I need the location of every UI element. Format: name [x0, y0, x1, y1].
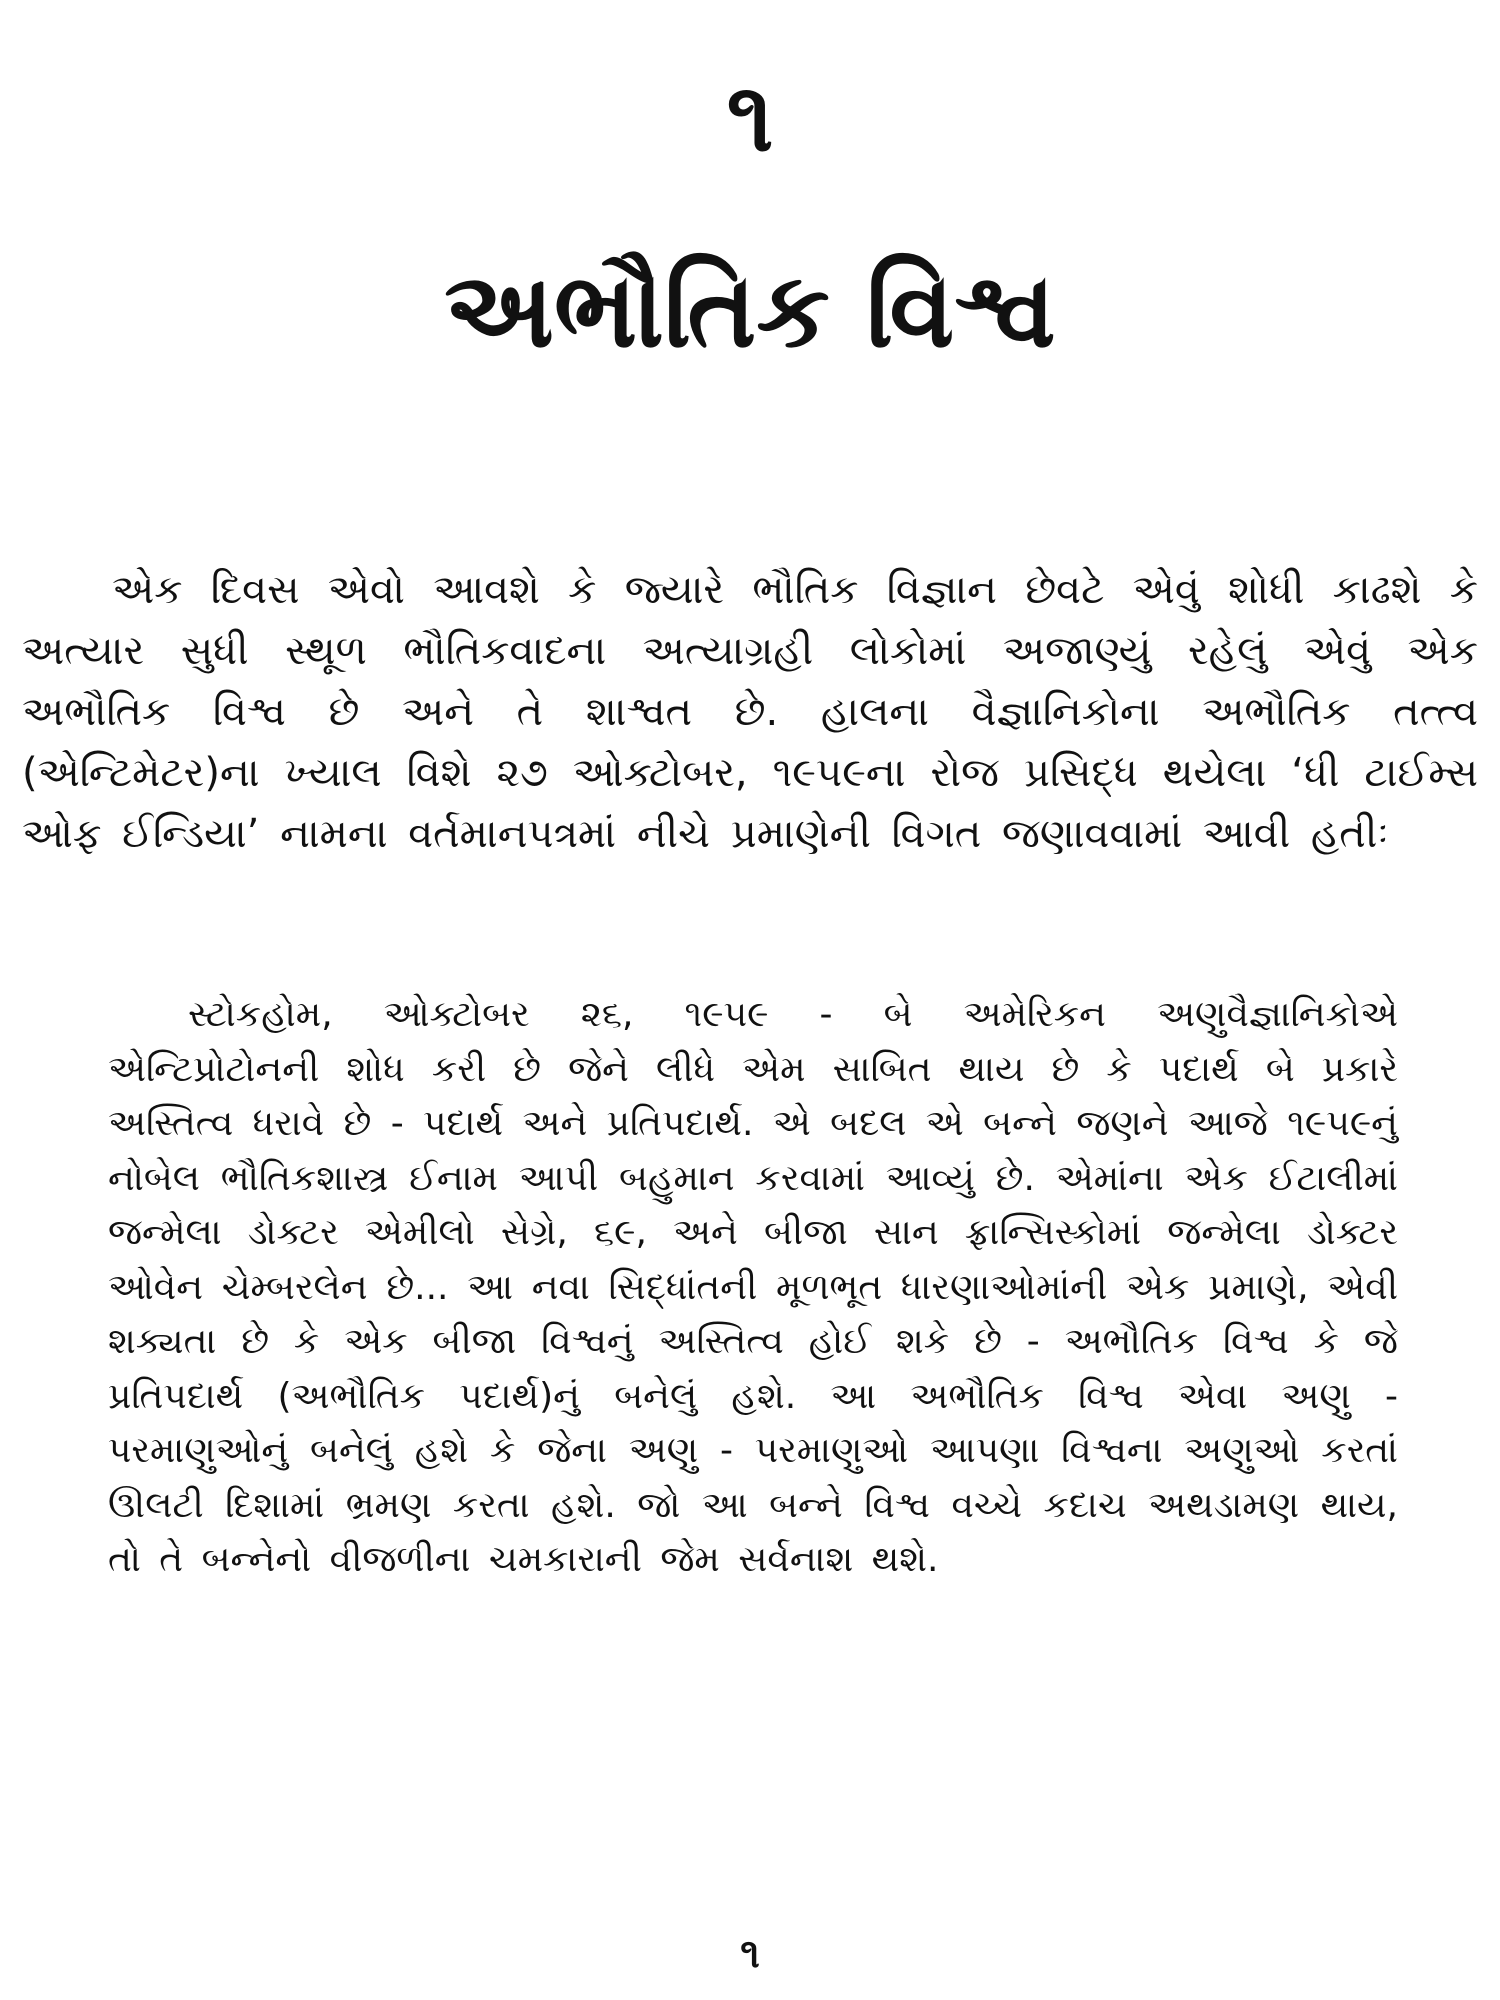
chapter-title: અભૌતિક વિશ્વ [444, 249, 1056, 371]
page-number: ૧ [740, 1931, 760, 1977]
body-paragraph: એક દિવસ એવો આવશે કે જ્યારે ભૌતિક વિજ્ઞાન છેવટે એવું શોધી કાઢશે કે અત્યાર સુધી સ્થૂળ ભૌતિકવાદના અત્યાગ્રહી લોકોમાં અજાણ્યું રહેલું એવું એક અભૌતિક વિશ્વ છે અને તે શાશ્વત છે. હાલના વૈજ્ઞાનિકોના અભૌતિક તત્ત્વ (એન્ટિમેટર)ના ખ્યાલ વિશે ૨૭ ઓક્ટોબર, ૧૯૫૯ના રોજ પ્રસિદ્ધ થયેલા ‘ધી ટાઈમ્સ ઓફ ઈન્ડિયા’ નામના વર્તમાનપત્રમાં નીચે પ્રમાણેની વિગત જણાવવામાં આવી હતીઃ [22, 567, 1478, 857]
chapter-number: ૧ [726, 61, 774, 173]
quoted-news-excerpt: સ્ટોકહોમ, ઓક્ટોબર ૨૬, ૧૯૫૯ - બે અમેરિકન અણુવૈજ્ઞાનિકોએ એન્ટિપ્રોટોનની શોધ કરી છે જેને લીધે એમ સાબિત થાય છે કે પદાર્થ બે પ્રકારે અસ્તિત્વ ધરાવે છે - પદાર્થ અને પ્રતિપદાર્થ. એ બદલ એ બન્ને જણને આજે ૧૯૫૯નું નોબેલ ભૌતિકશાસ્ત્ર ઈનામ આપી બહુમાન કરવામાં આવ્યું છે. એમાંના એક ઈટાલીમાં જન્મેલા ડોક્ટર એમીલો સેગ્રે, ૬૯, અને બીજા સાન ફ્રાન્સિસ્કોમાં જન્મેલા ડોક્ટર ઓવેન ચેમ્બરલેન છે... આ નવા સિદ્ધાંતની મૂળભૂત ધારણાઓમાંની એક પ્રમાણે, એવી શક્યતા છે કે એક બીજા વિશ્વનું અસ્તિત્વ હોઈ શકે છે - અભૌતિક વિશ્વ કે જે પ્રતિપદાર્થ (અભૌતિક પદાર્થ)નું બનેલું હશે. આ અભૌતિક વિશ્વ એવા અણુ - પરમાણુઓનું બનેલું હશે કે જેના અણુ - પરમાણુઓ આપણા વિશ્વના અણુઓ કરતાં ઊલટી દિશામાં ભ્રમણ કરતા હશે. જો આ બન્ને વિશ્વ વચ્ચે કદાચ અથડામણ થાય, તો તે બન્નેનો વીજળીના ચમકારાની જેમ સર્વનાશ થશે. [108, 994, 1398, 1580]
